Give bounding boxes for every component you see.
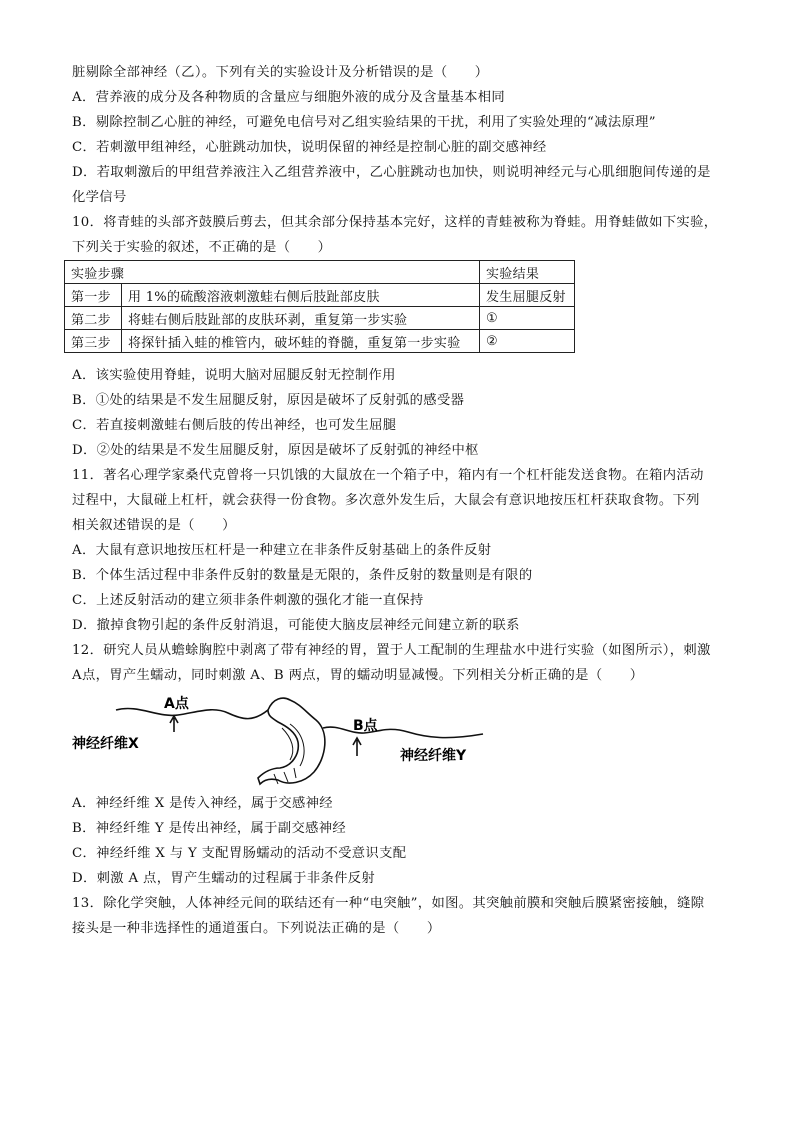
table-cell: 用 1%的硫酸溶液刺激蛙右侧后肢趾部皮肤 [122,284,480,307]
nerve-fiber-y-path [323,727,483,738]
table-cell: 发生屈腿反射 [480,284,575,307]
table-cell: ② [480,330,575,353]
option-d: D．撤掉食物引起的条件反射消退，可能使大脑皮层神经元间建立新的联系 [72,618,520,633]
question-12-stem-cont: A点，胃产生蠕动，同时刺激 A、B 两点，胃的蠕动明显减慢。下列相关分析正确的是（ ） [72,668,644,683]
option-b: B．个体生活过程中非条件反射的数量是无限的，条件反射的数量则是有限的 [72,568,533,583]
table-cell: 第三步 [65,330,122,353]
arrow-a-icon [170,716,178,732]
label-fiber-y: 神经纤维Y [400,748,467,764]
stomach-fold [274,768,296,784]
label-point-b: B点 [353,718,378,734]
table-cell: 将探针插入蛙的椎管内，破坏蛙的脊髓，重复第一步实验 [122,330,480,353]
option-a: A．神经纤维 X 是传入神经，属于交感神经 [72,796,333,811]
question-13-stem: 13．除化学突触，人体神经元间的联结还有一种“电突触”，如图。其突触前膜和突触后膜紧密接触，缝隙 [72,896,705,911]
table-row [65,261,575,284]
table-cell: ① [480,307,575,330]
option-b: B．剔除控制乙心脏的神经，可避免电信号对乙组实验结果的干扰，利用了实验处理的“减法原理” [72,115,656,130]
table-row [65,307,575,330]
option-c: C．若刺激甲组神经，心脏跳动加快，说明保留的神经是控制心脏的副交感神经 [72,140,547,155]
label-point-a: A点 [164,696,189,712]
option-c: C．上述反射活动的建立须非条件刺激的强化才能一直保持 [72,593,424,608]
table-row [65,330,575,353]
option-d: D．刺激 A 点，胃产生蠕动的过程属于非条件反射 [72,871,376,886]
option-c: C．神经纤维 X 与 Y 支配胃肠蠕动的活动不受意识支配 [72,846,407,861]
nerve-fiber-x-path [116,708,268,718]
option-a: A．该实验使用脊蛙，说明大脑对屈腿反射无控制作用 [72,368,396,383]
stomach-nerve-diagram [68,688,488,798]
option-a: A．大鼠有意识地按压杠杆是一种建立在非条件反射基础上的条件反射 [72,543,492,558]
option-c: C．若直接刺激蛙右侧后肢的传出神经，也可发生屈腿 [72,418,397,433]
option-b: B．神经纤维 Y 是传出神经，属于副交感神经 [72,821,347,836]
table-header-steps: 实验步骤 [65,261,480,284]
question-12-stem: 12．研究人员从蟾蜍胸腔中剥离了带有神经的胃，置于人工配制的生理盐水中进行实验（如图所示），刺激 [72,643,711,658]
table-cell: 第二步 [65,307,122,330]
question-11-stem-cont: 相关叙述错误的是（ ） [72,518,236,533]
text-line: 脏剔除全部神经（乙）。下列有关的实验设计及分析错误的是（ ） [72,65,489,80]
stomach-fold [282,728,293,760]
option-d: D．②处的结果是不发生屈腿反射，原因是破坏了反射弧的神经中枢 [72,443,479,458]
option-b: B．①处的结果是不发生屈腿反射，原因是破坏了反射弧的感受器 [72,393,465,408]
experiment-table [64,260,575,353]
option-d: D．若取刺激后的甲组营养液注入乙组营养液中，乙心脏跳动也加快，则说明神经元与心肌细胞间传递的是 [72,165,711,180]
table-header-results: 实验结果 [480,261,575,284]
question-11-stem: 11．著名心理学家桑代克曾将一只饥饿的大鼠放在一个箱子中，箱内有一个杠杆能发送食物。在箱内活动 [72,468,704,483]
arrow-b-icon [353,738,361,756]
question-13-stem-cont: 接头是一种非选择性的通道蛋白。下列说法正确的是（ ） [72,921,441,936]
option-d-cont: 化学信号 [72,190,127,205]
question-11-stem-cont: 过程中，大鼠碰上杠杆，就会获得一份食物。多次意外发生后，大鼠会有意识地按压杠杆获取食物。下列 [72,493,700,508]
question-10-stem: 10．将青蛙的头部齐鼓膜后剪去，但其余部分保持基本完好，这样的青蛙被称为脊蛙。用脊蛙做如下实验， [72,215,718,230]
table-cell: 将蛙右侧后肢趾部的皮肤环剥，重复第一步实验 [122,307,480,330]
label-fiber-x: 神经纤维X [72,736,139,752]
option-a: A．营养液的成分及各种物质的含量应与细胞外液的成分及含量基本相同 [72,90,506,105]
question-10-stem-cont: 下列关于实验的叙述，不正确的是（ ） [72,240,332,255]
table-row [65,284,575,307]
table-cell: 第一步 [65,284,122,307]
